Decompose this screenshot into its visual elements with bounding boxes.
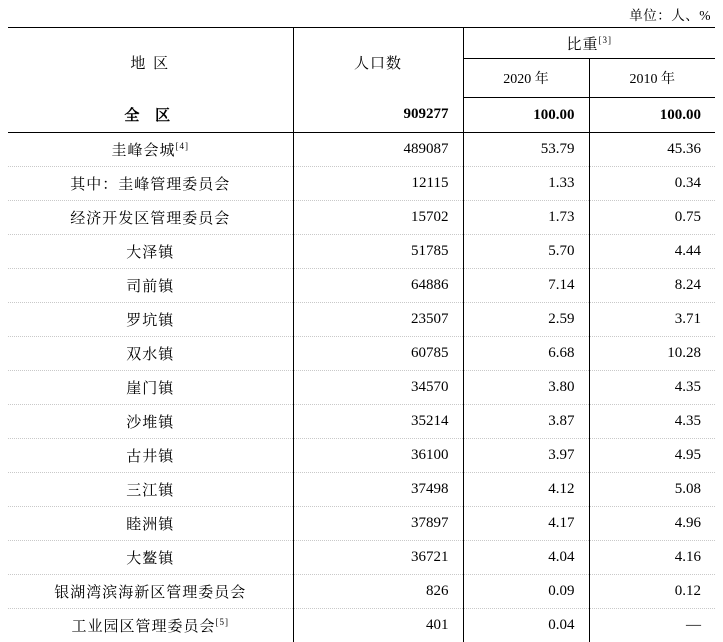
cell-p2010: 4.96 (589, 507, 715, 541)
cell-region: 大鳌镇 (8, 541, 293, 575)
cell-p2020: 1.73 (463, 201, 589, 235)
cell-p2010: 4.16 (589, 541, 715, 575)
cell-pop: 12115 (293, 167, 463, 201)
table-row (8, 98, 715, 133)
header-region: 地 区 (8, 28, 293, 98)
cell-p2010: 0.34 (589, 167, 715, 201)
cell-pop: 15702 (293, 201, 463, 235)
table-row (8, 507, 715, 541)
table-header (8, 28, 715, 98)
cell-region: 银湖湾滨海新区管理委员会 (8, 575, 293, 609)
cell-pop: 36100 (293, 439, 463, 473)
cell-p2010: 0.75 (589, 201, 715, 235)
cell-pop: 37498 (293, 473, 463, 507)
cell-region: 双水镇 (8, 337, 293, 371)
cell-region: 司前镇 (8, 269, 293, 303)
cell-pop: 37897 (293, 507, 463, 541)
table-row (8, 473, 715, 507)
cell-pop: 909277 (293, 98, 463, 133)
cell-p2010: 5.08 (589, 473, 715, 507)
cell-region: 古井镇 (8, 439, 293, 473)
cell-p2010: — (589, 609, 715, 642)
cell-region: 工业园区管理委员会[5] (8, 609, 293, 642)
cell-p2020: 7.14 (463, 269, 589, 303)
table-row (8, 405, 715, 439)
table-row (8, 133, 715, 167)
cell-pop: 36721 (293, 541, 463, 575)
population-table (8, 27, 715, 642)
cell-region-footnote: [4] (176, 141, 190, 151)
cell-p2020: 3.80 (463, 371, 589, 405)
cell-p2010: 45.36 (589, 133, 715, 167)
cell-region-footnote: [5] (216, 617, 230, 627)
cell-region: 罗坑镇 (8, 303, 293, 337)
table-row (8, 235, 715, 269)
table-row (8, 371, 715, 405)
cell-region: 睦洲镇 (8, 507, 293, 541)
table-row (8, 541, 715, 575)
cell-region: 圭峰会城[4] (8, 133, 293, 167)
cell-p2020: 53.79 (463, 133, 589, 167)
cell-p2010: 100.00 (589, 98, 715, 133)
cell-pop: 64886 (293, 269, 463, 303)
table-row (8, 337, 715, 371)
cell-pop: 60785 (293, 337, 463, 371)
cell-pop: 34570 (293, 371, 463, 405)
cell-region: 全 区 (8, 98, 293, 133)
table-body (8, 98, 715, 642)
cell-region: 沙堆镇 (8, 405, 293, 439)
cell-p2020: 3.87 (463, 405, 589, 439)
cell-region: 其中：圭峰管理委员会 (8, 167, 293, 201)
header-ratio-footnote: [3] (599, 35, 613, 45)
header-ratio-label: 比重 (567, 37, 599, 53)
cell-pop: 401 (293, 609, 463, 642)
cell-region: 经济开发区管理委员会 (8, 201, 293, 235)
table-row (8, 269, 715, 303)
cell-p2020: 0.04 (463, 609, 589, 642)
table-row (8, 609, 715, 642)
cell-p2020: 0.09 (463, 575, 589, 609)
cell-pop: 51785 (293, 235, 463, 269)
cell-p2020: 3.97 (463, 439, 589, 473)
table-row (8, 201, 715, 235)
cell-p2010: 3.71 (589, 303, 715, 337)
cell-p2020: 1.33 (463, 167, 589, 201)
header-year-2020: 2020 年 (463, 59, 589, 98)
table-row (8, 439, 715, 473)
table-row (8, 167, 715, 201)
cell-p2010: 10.28 (589, 337, 715, 371)
table-row (8, 575, 715, 609)
cell-p2010: 4.95 (589, 439, 715, 473)
cell-p2020: 4.17 (463, 507, 589, 541)
cell-p2010: 0.12 (589, 575, 715, 609)
cell-pop: 826 (293, 575, 463, 609)
cell-p2020: 100.00 (463, 98, 589, 133)
header-ratio (463, 28, 715, 59)
cell-pop: 35214 (293, 405, 463, 439)
cell-region: 崖门镇 (8, 371, 293, 405)
cell-p2020: 6.68 (463, 337, 589, 371)
cell-p2010: 8.24 (589, 269, 715, 303)
cell-p2010: 4.35 (589, 371, 715, 405)
header-year-2010: 2010 年 (589, 59, 715, 98)
cell-p2010: 4.44 (589, 235, 715, 269)
cell-p2020: 2.59 (463, 303, 589, 337)
cell-region: 大泽镇 (8, 235, 293, 269)
cell-pop: 23507 (293, 303, 463, 337)
cell-pop: 489087 (293, 133, 463, 167)
unit-note: 单位：人、% (8, 0, 715, 27)
cell-p2020: 4.04 (463, 541, 589, 575)
cell-region: 三江镇 (8, 473, 293, 507)
table-row (8, 303, 715, 337)
cell-p2020: 4.12 (463, 473, 589, 507)
cell-p2010: 4.35 (589, 405, 715, 439)
cell-p2020: 5.70 (463, 235, 589, 269)
header-population: 人口数 (293, 28, 463, 98)
